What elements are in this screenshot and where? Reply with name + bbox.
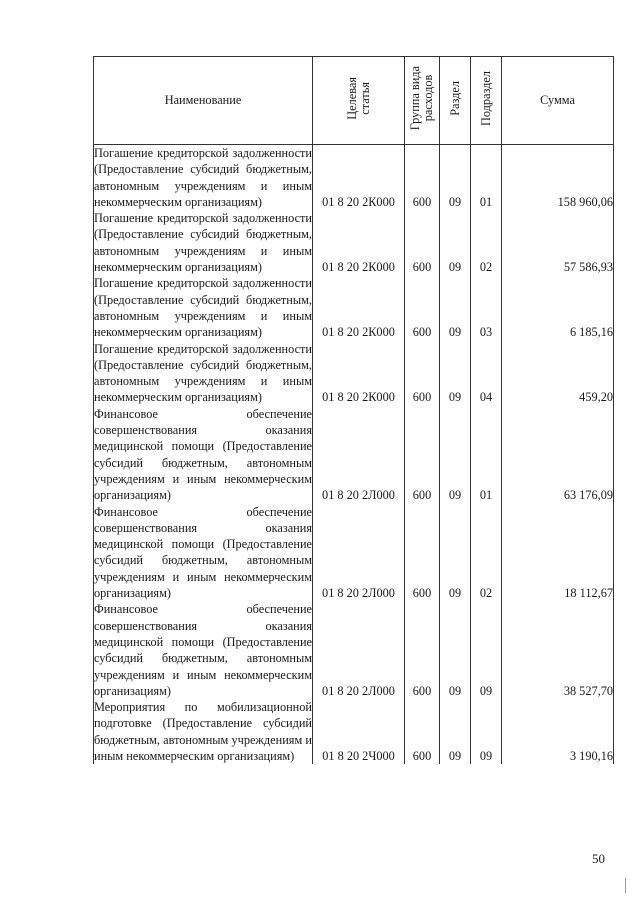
row-amount: 57 586,93 [502, 210, 614, 275]
table-row [94, 601, 614, 699]
header-name: Наименование [94, 57, 313, 145]
row-name: Финансовое обеспечение совершенствования оказания медицинской помощи (Предоставление субсидий бюджетным, автономным учреждениям и иным некоммерческим организациям) [94, 602, 312, 698]
row-amount: 6 185,16 [502, 275, 614, 340]
margin-mark [625, 878, 626, 893]
row-amount: 158 960,06 [502, 145, 614, 211]
row-subsection: 09 [471, 601, 502, 699]
row-name: Мероприятия по мобилизационной подготовке (Предоставление субсидий бюджетным, автономным учреждениям и иным некоммерческим организациям) [94, 700, 312, 763]
row-subsection: 03 [471, 275, 502, 340]
row-expense-group: 600 [405, 699, 440, 764]
header-section: Раздел [440, 57, 471, 145]
header-subsection: Подраздел [471, 57, 502, 145]
row-section: 09 [440, 341, 471, 406]
row-name: Погашение кредиторской задолженности (Предоставление субсидий бюджетным, автономным учреждениям и иным некоммерческим организациям) [94, 211, 312, 275]
row-section: 09 [440, 406, 471, 504]
row-subsection: 09 [471, 699, 502, 764]
row-amount: 459,20 [502, 341, 614, 406]
row-target-article: 01 8 20 2К000 [313, 145, 405, 211]
row-name: Погашение кредиторской задолженности (Предоставление субсидий бюджетным, автономным учреждениям и иным некоммерческим организациям) [94, 146, 312, 209]
row-subsection: 02 [471, 210, 502, 275]
table-row [94, 275, 614, 340]
row-target-article: 01 8 20 2К000 [313, 341, 405, 406]
row-section: 09 [440, 601, 471, 699]
row-expense-group: 600 [405, 504, 440, 602]
row-subsection: 01 [471, 145, 502, 211]
header-amount: Сумма [502, 57, 614, 145]
table-row [94, 341, 614, 406]
row-amount: 38 527,70 [502, 601, 614, 699]
row-expense-group: 600 [405, 145, 440, 211]
table-row [94, 145, 614, 211]
table-body [94, 145, 614, 765]
table-row [94, 406, 614, 504]
row-subsection: 02 [471, 504, 502, 602]
row-expense-group: 600 [405, 601, 440, 699]
row-target-article: 01 8 20 2Ч000 [313, 699, 405, 764]
row-section: 09 [440, 699, 471, 764]
page-number: 50 [592, 851, 605, 866]
row-name: Финансовое обеспечение совершенствования оказания медицинской помощи (Предоставление субсидий бюджетным, автономным учреждениям и иным некоммерческим организациям) [94, 406, 312, 503]
table-row [94, 504, 614, 602]
row-name: Погашение кредиторской задолженности (Предоставление субсидий бюджетным, автономным учреждениям и иным некоммерческим организациям) [94, 341, 312, 405]
row-expense-group: 600 [405, 210, 440, 275]
budget-table [93, 56, 614, 764]
row-amount: 3 190,16 [502, 699, 614, 764]
row-target-article: 01 8 20 2Л000 [313, 601, 405, 699]
row-expense-group: 600 [405, 406, 440, 504]
table-header-row [94, 57, 614, 145]
row-section: 09 [440, 275, 471, 340]
row-section: 09 [440, 504, 471, 602]
table-row [94, 699, 614, 764]
row-section: 09 [440, 145, 471, 211]
header-target-article: Целевая статья [313, 57, 405, 145]
row-section: 09 [440, 210, 471, 275]
table-row [94, 210, 614, 275]
header-expense-group: Группа вида расходов [405, 57, 440, 145]
row-subsection: 04 [471, 341, 502, 406]
row-target-article: 01 8 20 2К000 [313, 275, 405, 340]
row-name: Погашение кредиторской задолженности (Предоставление субсидий бюджетным, автономным учреждениям и иным некоммерческим организациям) [94, 276, 312, 340]
row-target-article: 01 8 20 2Л000 [313, 504, 405, 602]
row-amount: 63 176,09 [502, 406, 614, 504]
row-subsection: 01 [471, 406, 502, 504]
row-target-article: 01 8 20 2К000 [313, 210, 405, 275]
row-expense-group: 600 [405, 275, 440, 340]
row-target-article: 01 8 20 2Л000 [313, 406, 405, 504]
row-expense-group: 600 [405, 341, 440, 406]
row-name: Финансовое обеспечение совершенствования оказания медицинской помощи (Предоставление субсидий бюджетным, автономным учреждениям и иным некоммерческим организациям) [94, 504, 312, 601]
row-amount: 18 112,67 [502, 504, 614, 602]
